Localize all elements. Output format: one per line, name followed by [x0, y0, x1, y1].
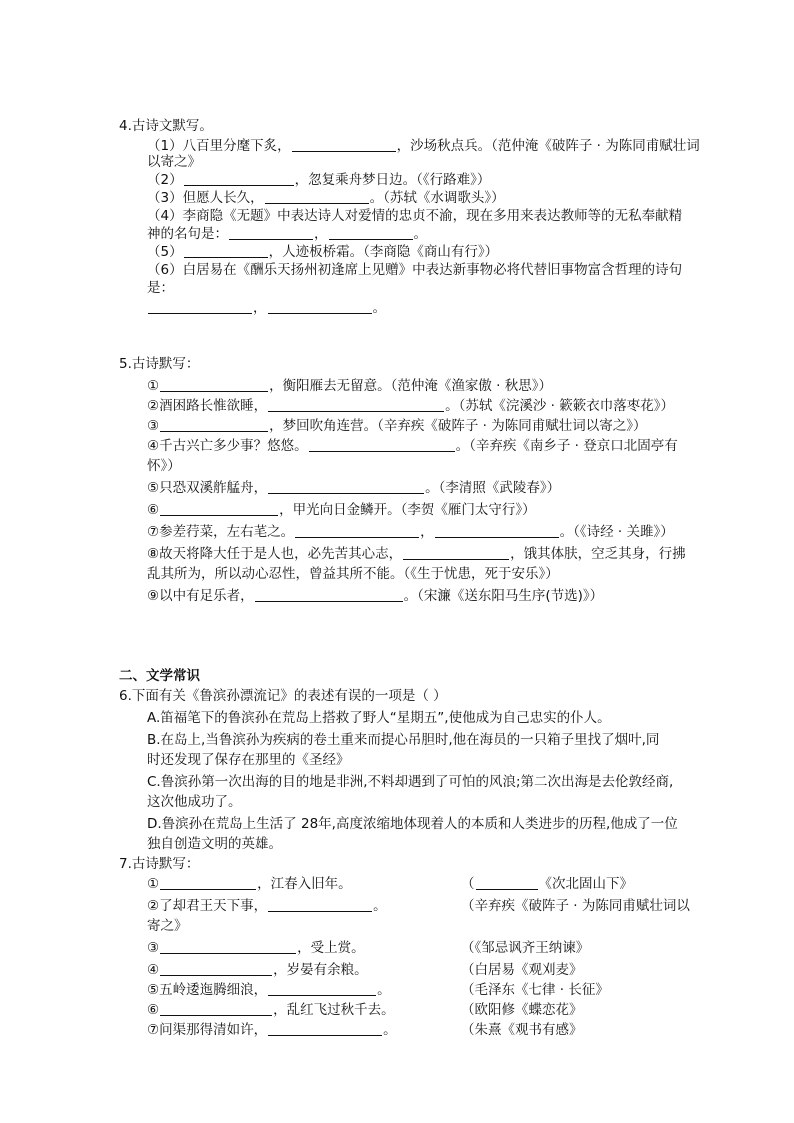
q7-title: 7.古诗默写： [119, 856, 200, 872]
q7-item-6-num: ⑥ [147, 1002, 160, 1018]
q5-item-7-source: 。（《诗经 · 关雎》） [559, 524, 674, 540]
q7-item-2-text: ②了却君王天下事， [147, 898, 268, 914]
q5-item-6 [147, 500, 536, 520]
q4-title: 4.古诗文默写。 [119, 118, 213, 134]
answer-blank[interactable] [329, 225, 413, 240]
q4-item-1 [147, 136, 700, 156]
q7-item-6 [147, 1000, 395, 1020]
answer-blank[interactable] [160, 501, 278, 516]
q6-title: 6.下面有关《鲁滨孙漂流记》的表述有误的一项是（ ） [119, 688, 447, 704]
q6-option-d: D.鲁滨孙在荒岛上生活了 28年,高度浓缩地体现着人的本质和人类进步的历程,他成了一位 [147, 816, 678, 832]
q5-item-9-text: ⑨以中有足乐者， [147, 588, 254, 604]
answer-blank[interactable] [184, 171, 294, 186]
q5-item-4 [147, 436, 678, 456]
q5-item-3-text: ，梦回吹角连营。（辛弃疾《破阵子 · 为陈同甫赋壮词以寄之》） [269, 418, 647, 434]
q4-item-3-text: （3）但愿人长久， [147, 190, 264, 206]
q5-item-1-text: ，衡阳雁去无留意。（范仲淹《渔家傲 · 秋思》） [269, 378, 552, 394]
section-heading: 二、文学常识 [119, 668, 200, 684]
q5-item-9 [147, 586, 603, 606]
q7-item-5-text: ⑤五岭逶迤腾细浪， [147, 982, 268, 998]
q4-item-3-source: 。（苏轼《水调歌头》） [369, 190, 505, 206]
q5-item-3-num: ③ [147, 418, 160, 434]
q5-item-6-num: ⑥ [147, 502, 160, 518]
q6-option-d-cont: 独自创造文明的英雄。 [147, 836, 282, 852]
q5-item-5-text: ⑤只恐双溪舴艋舟， [147, 480, 268, 496]
q5-item-8-text: ⑧故天将降大任于是人也，必先苦其心志， [147, 546, 403, 562]
q4-item-2-num: （2） [147, 172, 183, 188]
q5-item-7-text: ⑦参差荇菜，左右芼之。 [147, 524, 295, 540]
answer-blank[interactable] [268, 299, 372, 314]
q5-item-5 [147, 478, 560, 498]
q5-item-8-text-b: ，饿其体肤，空乏其身，行拂 [510, 546, 686, 562]
answer-blank[interactable] [160, 961, 272, 976]
q4-item-5 [147, 242, 498, 262]
q7-item-5 [147, 980, 391, 1000]
q7-item-2-source: （辛弃疾《破阵子 · 为陈同甫赋壮词以 [461, 898, 690, 914]
q7-item-1-num: ① [147, 876, 160, 892]
q7-item-4-num: ④ [147, 962, 160, 978]
q4-item-1-cont: 以寄之》 [147, 154, 201, 170]
q4-item-6-cont: 是： [147, 280, 174, 296]
q7-item-7-source: （朱熹《观书有感》 [461, 1022, 583, 1038]
answer-blank[interactable] [265, 189, 369, 204]
q4-item-6-answer [147, 298, 386, 318]
q4-item-5-text: ，人迹板桥霜。（李商隐《商山有行》） [268, 244, 499, 260]
q4-item-3 [147, 188, 505, 208]
q6-option-a: A.笛福笔下的鲁滨孙在荒岛上搭救了野人“星期五”,使他成为自己忠实的仆人。 [147, 710, 611, 726]
q7-item-3 [147, 938, 365, 958]
answer-blank[interactable] [292, 137, 396, 152]
q5-item-2-text: ②酒困路长惟欲睡， [147, 398, 268, 414]
period: 。 [383, 1022, 397, 1038]
answer-blank[interactable] [184, 243, 268, 258]
q6-option-b: B.在岛上,当鲁滨孙为疾病的卷土重来而提心吊胆时,他在海员的一只箱子里找了烟叶,同 [147, 732, 660, 748]
period: 。 [372, 300, 386, 316]
period: 。 [377, 982, 391, 998]
comma: ， [253, 300, 267, 316]
q7-item-7-text: ⑦问渠那得清如许， [147, 1022, 268, 1038]
answer-blank[interactable] [255, 587, 403, 602]
q4-item-4: （4）李商隐《无题》中表达诗人对爱情的忠贞不渝，现在多用来表达教师等的无私奉献精 [147, 208, 683, 224]
q7-item-3-text: ，受上赏。 [297, 940, 365, 956]
q5-item-7 [147, 522, 674, 542]
q7-item-1-source [461, 874, 633, 894]
answer-blank[interactable] [160, 939, 296, 954]
comma: ， [314, 226, 328, 242]
q7-item-5-source: （毛泽东《七律 · 长征》 [461, 982, 609, 998]
q7-item-3-source: （《邹忌讽齐王纳谏》 [461, 940, 590, 956]
answer-blank[interactable] [295, 523, 419, 538]
q5-item-2 [147, 396, 674, 416]
q7-item-3-num: ③ [147, 940, 160, 956]
comma: ， [420, 524, 434, 540]
q6-option-c: C.鲁滨孙第一次出海的目的地是非洲,不料却遇到了可怕的风浪;第二次出海是去伦敦经商, [147, 774, 674, 790]
source-title: 《次北固山下》 [538, 876, 633, 892]
q7-item-4-source: （白居易《观刈麦》 [461, 962, 583, 978]
q5-item-4-text: ④千古兴亡多少事？悠悠。 [147, 438, 308, 454]
q4-item-4-cont [147, 224, 427, 244]
q6-option-c-cont: 这次他成功了。 [147, 794, 242, 810]
q7-item-2 [147, 896, 387, 916]
q4-item-5-num: （5） [147, 244, 183, 260]
q5-item-8 [147, 544, 686, 564]
answer-blank[interactable] [148, 299, 252, 314]
q7-item-6-source: （欧阳修《蝶恋花》 [461, 1002, 583, 1018]
q4-item-6: （6）白居易在《酬乐天扬州初逢席上见赠》中表达新事物必将代替旧事物富含哲理的诗句 [147, 262, 683, 278]
q5-item-5-source: 。（李清照《武陵春》） [425, 480, 561, 496]
q7-item-1-text: ，江春入旧年。 [257, 876, 352, 892]
period: 。 [373, 898, 387, 914]
answer-blank[interactable] [309, 437, 455, 452]
answer-blank[interactable] [160, 1001, 272, 1016]
answer-blank[interactable] [160, 875, 256, 890]
answer-blank[interactable] [403, 545, 509, 560]
q4-item-2 [147, 170, 490, 190]
answer-blank[interactable] [476, 875, 538, 890]
q5-item-4-source: 。（辛弃疾《南乡子 · 登京口北固亭有 [455, 438, 678, 454]
q4-item-1-text: （1）八百里分麾下炙， [147, 138, 291, 154]
answer-blank[interactable] [435, 523, 559, 538]
period: 。 [413, 226, 427, 242]
q5-title: 5.古诗默写： [119, 356, 200, 372]
q4-item-2-text: ，忽复乘舟梦日边。（《行路难》） [294, 172, 491, 188]
q5-item-1-num: ① [147, 378, 160, 394]
q4-item-4-prompt: 神的名句是： [147, 226, 228, 242]
answer-blank[interactable] [268, 1021, 382, 1036]
q6-option-b-cont: 时还发现了保存在那里的《圣经》 [147, 752, 350, 768]
q5-item-6-text: ，甲光向日金鳞开。（李贺《雁门太守行》） [279, 502, 536, 518]
paren: （ [461, 876, 475, 892]
q7-item-1 [147, 874, 352, 894]
answer-blank[interactable] [268, 479, 424, 494]
q7-item-6-text: ，乱红飞过秋千去。 [273, 1002, 395, 1018]
q5-item-9-source: 。（宋濂《送东阳马生序(节选)》） [403, 588, 604, 604]
answer-blank[interactable] [160, 377, 268, 392]
answer-blank[interactable] [229, 225, 313, 240]
answer-blank[interactable] [268, 897, 372, 912]
q5-item-2-source: 。（苏轼《浣溪沙 · 簌簌衣巾落枣花》） [445, 398, 674, 414]
answer-blank[interactable] [268, 981, 376, 996]
q5-item-8-cont: 乱其所为，所以动心忍性，曾益其所不能。（《生于忧患，死于安乐》） [147, 566, 559, 582]
q5-item-4-cont: 怀》） [147, 458, 181, 474]
answer-blank[interactable] [268, 397, 444, 412]
q7-item-4-text: ，岁晏有余粮。 [273, 962, 368, 978]
q7-item-2-cont: 寄之》 [147, 918, 188, 934]
q5-item-3 [147, 416, 646, 436]
q7-item-7 [147, 1020, 397, 1040]
q5-item-1 [147, 376, 552, 396]
answer-blank[interactable] [160, 417, 268, 432]
q4-item-1-source: ，沙场秋点兵。（范仲淹《破阵子 · 为陈同甫赋壮词 [396, 138, 700, 154]
q7-item-4 [147, 960, 368, 980]
